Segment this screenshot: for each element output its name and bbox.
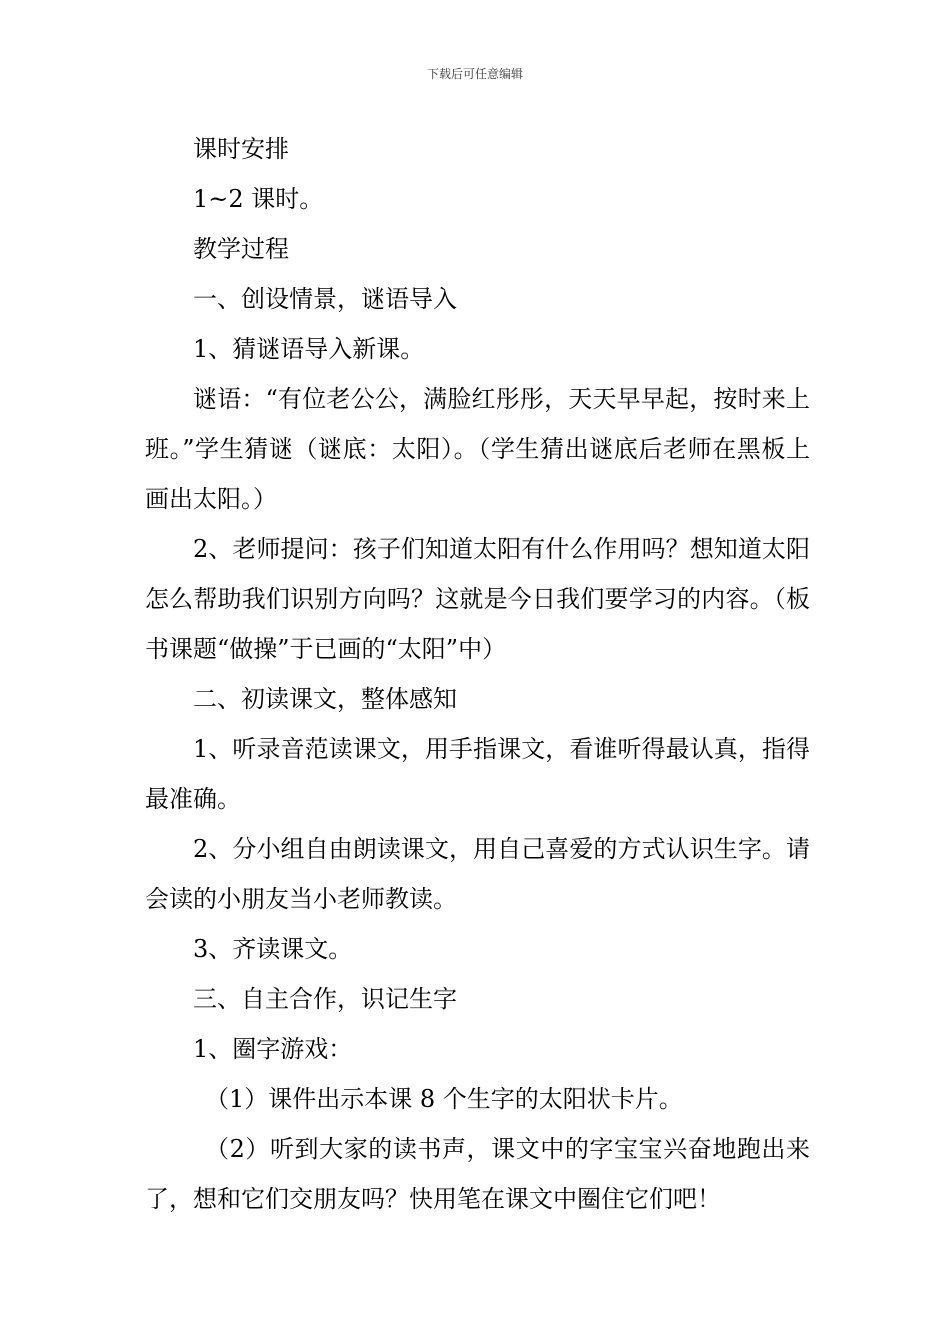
page-header: 下载后可任意编辑: [426, 67, 523, 81]
document-body: [145, 124, 810, 1224]
section-heading-part-3: 三、自主合作，识记生字: [193, 985, 457, 1013]
section-heading-part-2: 二、初读课文，整体感知: [193, 685, 457, 713]
paragraph-sub-item-1: （1）课件出示本课 8 个生字的太阳状卡片。: [205, 1085, 683, 1113]
paragraph-step-2: 2、老师提问：孩子们知道太阳有什么作用吗？想知道太阳怎么帮助我们识别方向吗？这就是今日我们要学习的内容。（板书课题“做操”于已画的“太阳”中）: [145, 535, 810, 663]
paragraph-sub-item-2: （2）听到大家的读书声，课文中的字宝宝兴奋地跑出来了，想和它们交朋友吗？快用笔在课文中圈住它们吧！: [145, 1135, 810, 1213]
paragraph-read-together: 3、齐读课文。: [193, 935, 353, 963]
section-heading-process: 教学过程: [193, 235, 289, 263]
paragraph-riddle: 谜语：“有位老公公，满脸红彤彤，天天早早起，按时来上班。”学生猜谜（谜底：太阳）。（学生猜出谜底后老师在黑板上画出太阳。）: [145, 385, 810, 513]
paragraph-listen: 1、听录音范读课文，用手指课文，看谁听得最认真，指得最准确。: [145, 735, 810, 813]
section-heading-part-1: 一、创设情景，谜语导入: [193, 285, 457, 313]
paragraph-schedule-detail: 1~2 课时。: [193, 185, 324, 213]
section-heading-schedule: 课时安排: [193, 135, 289, 163]
paragraph-circle-game: 1、圈字游戏：: [193, 1035, 353, 1063]
paragraph-step-1: 1、猜谜语导入新课。: [193, 335, 425, 363]
paragraph-group-read: 2、分小组自由朗读课文，用自己喜爱的方式认识生字。请会读的小朋友当小老师教读。: [145, 835, 810, 913]
